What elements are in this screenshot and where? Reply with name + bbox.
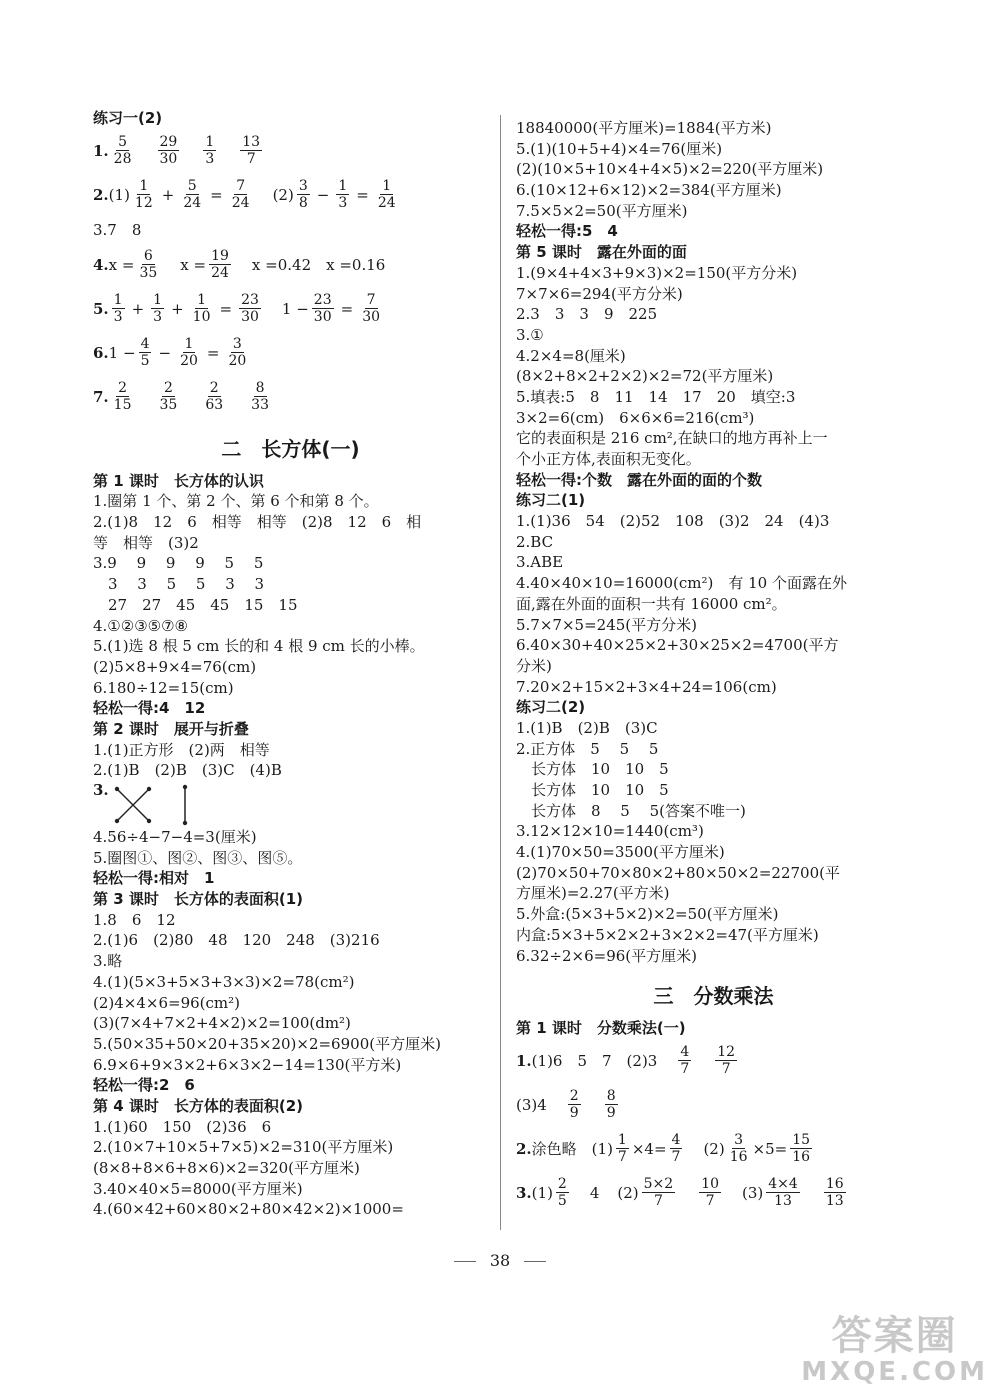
- answer-r3: 3. (1) 2 5 4 (2) 5×2 7 10 7 (3) 4×4 13 16 13: [516, 1176, 844, 1210]
- fraction: 13 7: [242, 134, 261, 168]
- fraction: $\frac{1}{10}$: [192, 292, 211, 326]
- answer-line: 3.12×12×10=1440(cm³): [516, 822, 704, 841]
- answer-line: 1.8 6 12: [93, 910, 176, 929]
- fraction: 8 33: [251, 380, 269, 414]
- cross-and-line-diagram: [93, 781, 213, 827]
- answer-line: 1.(1)B (2)B (3)C: [516, 718, 658, 737]
- bonus-answer: 轻松一得:4 12: [93, 699, 206, 718]
- answer-line: 3 3 5 5 3 3: [93, 575, 265, 594]
- answer-line: 2.(10×7+10×5+7×5)×2=310(平方厘米): [93, 1138, 394, 1157]
- answer-q6: 6. 1 − $\frac{4}{5}$ − $\frac{1}{20}$ = $\frac{3}{20}$: [93, 336, 247, 370]
- answer-line: 5.圈图①、图②、图③、图⑤。: [93, 848, 303, 867]
- answer-line: 5.(1)选 8 根 5 cm 长的和 4 根 9 cm 长的小棒。: [93, 637, 425, 656]
- answer-line: 1.(1)36 54 (2)52 108 (3)2 24 (4)3: [516, 512, 830, 531]
- fraction: $\frac{1}{20}$: [180, 336, 198, 370]
- fraction: 29 30: [159, 134, 178, 168]
- answer-line: 4.(60×42+60×80×2+80×42×2)×1000=: [93, 1200, 404, 1219]
- fraction: $\frac{19}{24}$: [211, 248, 229, 282]
- chapter-title: 三 分数乘法: [653, 984, 774, 1009]
- answer-line: 5.(1)(10+5+4)×4=76(厘米): [516, 139, 723, 158]
- answer-line: 个小正方体,表面积无变化。: [516, 450, 701, 468]
- fraction: $\frac{1}{3}$: [153, 292, 163, 326]
- answer-line: 1.(1)正方形 (2)两 相等: [93, 740, 270, 759]
- section-title: 练习二(2): [516, 698, 586, 717]
- line-figure: 3.: [93, 781, 488, 827]
- answer-line: 长方体 10 10 5: [516, 781, 669, 799]
- fraction: $\frac{1}{7}$: [617, 1132, 627, 1166]
- answer-line: 等 相等 (3)2: [93, 533, 199, 552]
- page-number: 38: [0, 1251, 1000, 1270]
- answer-q7: 7. 2 15 2 35 2 63 8 33: [93, 380, 269, 414]
- answer-line: 面,露在外面的面积一共有 16000 cm²。: [516, 594, 787, 613]
- fraction: 2 5: [557, 1176, 567, 1210]
- fraction: $\frac{1}{3}$: [338, 178, 348, 212]
- lesson-title: 第 3 课时 长方体的表面积(1): [93, 890, 304, 909]
- fraction: 2 9: [569, 1088, 579, 1122]
- answer-q5: 5. 1 3 + $\frac{1}{3}$ + $\frac{1}{10}$ = $\frac{23}{30}$ 1 − $\frac{23}{30}$ = $\frac{7}{30}$: [93, 292, 381, 326]
- watermark-logo: [801, 1314, 988, 1386]
- fraction: $\frac{23}{30}$: [313, 292, 332, 326]
- answer-line: 3.ABE: [516, 553, 564, 572]
- answer-line: 6.32÷2×6=96(平方厘米): [516, 946, 697, 965]
- chapter-title: 二 长方体(一): [221, 436, 360, 461]
- lesson-title: 第 5 课时 露在外面的面: [516, 243, 687, 262]
- answer-line: 7×7×6=294(平方分米): [516, 284, 683, 303]
- answer-r1b: (3)4 2 9 8 9: [516, 1088, 616, 1122]
- answer-line: (3)(7×4+7×2+4×2)×2=100(dm²): [93, 1014, 351, 1033]
- answer-line: 3.①: [516, 325, 544, 344]
- answer-line: 3.40×40×5=8000(平方厘米): [93, 1179, 303, 1198]
- answer-lines-block-2: [93, 827, 488, 1220]
- answer-line: (8×2+8×2+2×2)×2=72(平方厘米): [516, 367, 774, 386]
- answer-line: (2)(10×5+10×4+4×5)×2=220(平方厘米): [516, 160, 824, 179]
- fraction: $\frac{7}{24}$: [231, 178, 250, 212]
- section-title: 练习二(1): [516, 491, 586, 510]
- fraction: 16 13: [825, 1176, 844, 1210]
- answer-line: 5.7×7×5=245(平方分米): [516, 615, 697, 634]
- lesson-title: 第 2 课时 展开与折叠: [93, 719, 249, 738]
- answer-line: 7.20×2+15×2+3×4+24=106(cm): [516, 677, 777, 696]
- answer-line: (2)4×4×6=96(cm²): [93, 993, 241, 1012]
- answer-line: (2)70×50+70×80×2+80×50×2=22700(平: [516, 863, 840, 882]
- answer-line: 方厘米)=2.27(平方米): [516, 884, 670, 903]
- fraction: $\frac{4}{7}$: [671, 1132, 681, 1166]
- answer-r2: 2. 涂色略 (1) $\frac{1}{7}$ ×4= $\frac{4}{7}$ (2) $\frac{3}{16}$ ×5= $\frac{15}{16}$: [516, 1132, 811, 1166]
- answer-line: 1.(9×4+4×3+9×3)×2=150(平方分米): [516, 263, 798, 282]
- answer-line: 长方体 10 10 5: [516, 760, 669, 779]
- lesson-title: 第 1 课时 分数乘法(一): [516, 1019, 686, 1038]
- section-title: 练习一(2): [93, 109, 163, 127]
- fraction: 5 28: [113, 134, 132, 168]
- fraction: 2 15: [113, 380, 132, 414]
- answer-q1: 1. 5 28 29 30 1 3 13 7: [93, 134, 261, 168]
- right-column: [516, 118, 911, 1215]
- answer-line: 长方体 8 5 5(答案不唯一): [516, 801, 746, 820]
- fraction: 1 3: [205, 134, 215, 168]
- answer-line: 2.BC: [516, 532, 554, 551]
- bonus-answer: 轻松一得:相对 1: [93, 869, 215, 888]
- fraction: $\frac{4}{5}$: [140, 336, 150, 370]
- fraction: 4×4 13: [768, 1176, 798, 1210]
- answer-line: 6.40×30+40×25×2+30×25×2=4700(平方: [516, 636, 839, 655]
- fraction: $\frac{23}{30}$: [241, 292, 259, 326]
- fraction: $\frac{3}{16}$: [729, 1132, 748, 1166]
- answer-line: 2.(1)B (2)B (3)C (4)B: [93, 761, 282, 780]
- answer-q2: 2. (1) 1 12 + $\frac{5}{24}$ = $\frac{7}{24}$ (2) 3 8 − $\frac{1}{3}$ = $\frac{1}{24}$: [93, 178, 396, 212]
- answer-line: (8×8+8×6+8×6)×2=320(平方厘米): [93, 1159, 360, 1177]
- fraction: 12 7: [717, 1044, 736, 1078]
- answer-line: 6.(10×12+6×12)×2=384(平方厘米): [516, 181, 782, 200]
- answer-line: 2.(1)8 12 6 相等 相等 (2)8 12 6 相: [93, 513, 422, 532]
- answer-line: (2)5×8+9×4=76(cm): [93, 657, 257, 676]
- answer-line: 5.(50×35+50×20+35×20)×2=6900(平方厘米): [93, 1034, 441, 1053]
- bonus-answer: 轻松一得:5 4: [516, 222, 618, 241]
- answer-line: 4.40×40×10=16000(cm²) 有 10 个面露在外: [516, 574, 847, 593]
- answer-line: 5.外盒:(5×3+5×2)×2=50(平方厘米): [516, 905, 779, 924]
- fraction: $\frac{6}{35}$: [139, 248, 158, 282]
- answer-line: 27 27 45 45 15 15: [93, 595, 298, 614]
- left-column: [93, 108, 488, 1220]
- answer-lines-block-1: [93, 471, 488, 781]
- fraction: $\frac{15}{16}$: [792, 1132, 811, 1166]
- answer-line: 6.180÷12=15(cm): [93, 678, 234, 697]
- bonus-answer: 轻松一得:2 6: [93, 1076, 195, 1095]
- fraction: $\frac{7}{30}$: [362, 292, 381, 326]
- answer-line: 2.正方体 5 5 5: [516, 739, 659, 758]
- answer-line: 2.(1)6 (2)80 48 120 248 (3)216: [93, 931, 380, 950]
- answer-line: 内盒:5×3+5×2×2+3×2×2=47(平方厘米): [516, 925, 819, 944]
- answer-q3: 3.7 8: [93, 220, 142, 239]
- answer-line: 它的表面积是 216 cm²,在缺口的地方再补上一: [516, 429, 828, 448]
- fraction: $\frac{1}{24}$: [377, 178, 396, 212]
- answer-line: 1.(1)60 150 (2)36 6: [93, 1117, 272, 1136]
- fraction: 8 9: [606, 1088, 616, 1122]
- answer-line: 2.3 3 3 9 225: [516, 305, 658, 324]
- fraction: 1 3: [113, 292, 123, 326]
- answer-line: 4.①②③⑤⑦⑧: [93, 616, 188, 635]
- fraction: 2 63: [205, 380, 224, 414]
- watermark-text: 答案圈: [831, 1313, 958, 1359]
- answer-lines-right: [516, 118, 911, 966]
- answer-q4: 4. x = $\frac{6}{35}$ x = $\frac{19}{24}$ x =0.42 x =0.16: [93, 248, 386, 282]
- answer-line: 3.略: [93, 952, 123, 971]
- answer-line: 4.2×4=8(厘米): [516, 346, 626, 365]
- answer-line: 3.9 9 9 9 5 5: [93, 554, 264, 573]
- fraction: 5×2 7: [643, 1176, 674, 1210]
- answer-line: 18840000(平方厘米)=1884(平方米): [516, 119, 772, 137]
- fraction: 2 35: [159, 380, 178, 414]
- fraction: $\frac{5}{24}$: [183, 178, 202, 212]
- answer-line: 6.9×6+9×3×2+6×3×2−14=130(平方米): [93, 1055, 402, 1074]
- answer-line: 4.56÷4−7−4=3(厘米): [93, 828, 257, 846]
- watermark-url: MXQE.COM: [801, 1357, 988, 1387]
- column-divider: [500, 115, 501, 1230]
- answer-line: 分米): [516, 656, 552, 675]
- fraction: 3 8: [298, 178, 308, 212]
- answer-line: 5.填表:5 8 11 14 17 20 填空:3: [516, 387, 796, 406]
- answer-r1: 1. (1)6 5 7 (2)3 4 7 12 7: [516, 1044, 736, 1078]
- answer-line: 4.(1)70×50=3500(平方厘米): [516, 843, 725, 862]
- lesson-title: 第 1 课时 长方体的认识: [93, 471, 264, 490]
- fraction: 1 12: [134, 178, 153, 212]
- fraction: 4 7: [680, 1044, 690, 1078]
- answer-line: 7.5×5×2=50(平方厘米): [516, 201, 688, 220]
- answer-line: 1.圈第 1 个、第 2 个、第 6 个和第 8 个。: [93, 492, 379, 511]
- answer-line: 4.(1)(5×3+5×3+3×3)×2=78(cm²): [93, 972, 355, 991]
- bonus-answer: 轻松一得:个数 露在外面的面的个数: [516, 470, 763, 489]
- fraction: $\frac{3}{20}$: [228, 336, 247, 370]
- lesson-title: 第 4 课时 长方体的表面积(2): [93, 1096, 304, 1115]
- fraction: 10 7: [701, 1176, 720, 1210]
- answer-line: 3×2=6(cm) 6×6×6=216(cm³): [516, 408, 755, 427]
